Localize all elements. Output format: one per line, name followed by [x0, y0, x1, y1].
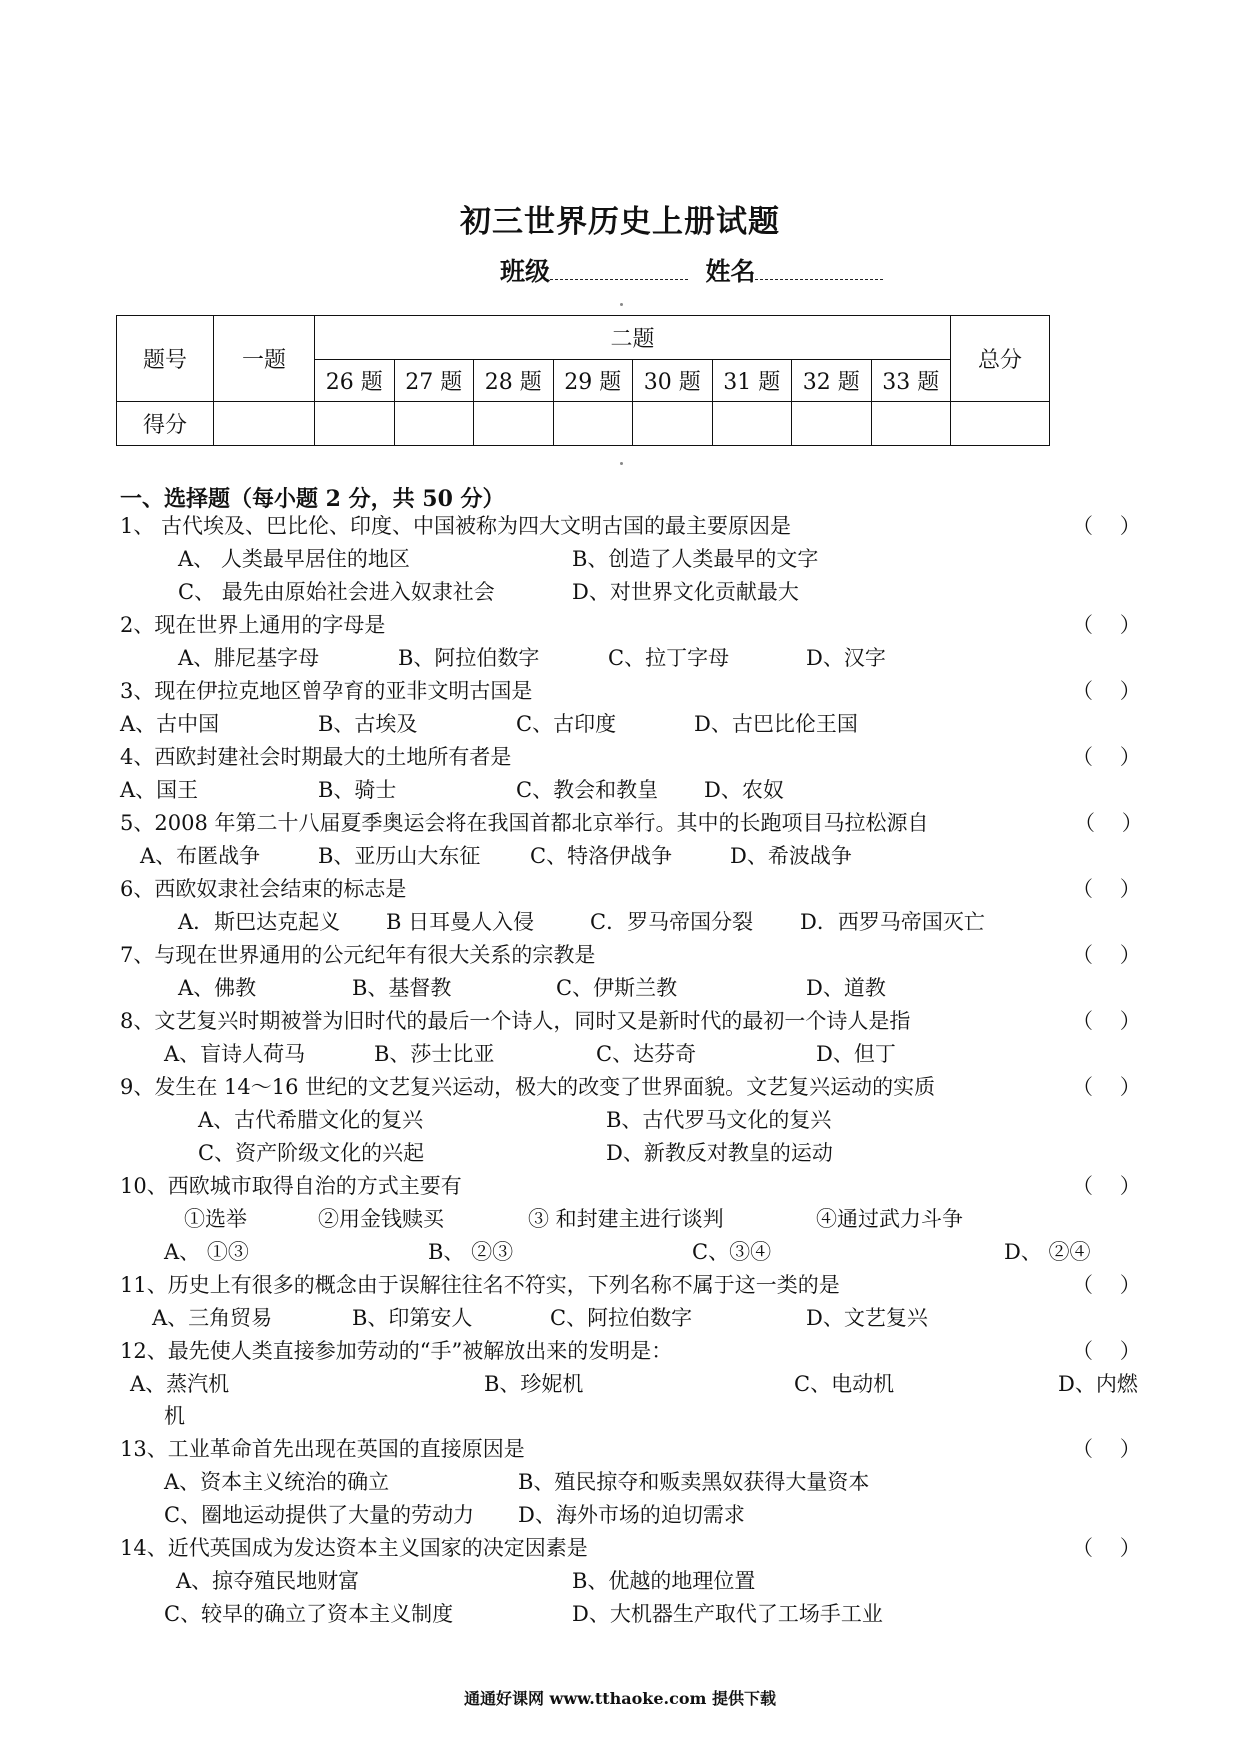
option: A、古代希腊文化的复兴 — [198, 1108, 424, 1132]
score-cell[interactable] — [214, 402, 315, 446]
option: C、圈地运动提供了大量的劳动力 — [164, 1503, 475, 1527]
speck — [620, 462, 623, 465]
question-stem: 12、最先使人类直接参加劳动的“手”被解放出来的发明是： — [120, 1339, 673, 1363]
question-stem: 11、历史上有很多的概念由于误解往往名不符实，下列名称不属于这一类的是 — [120, 1273, 840, 1297]
option: B、优越的地理位置 — [572, 1569, 756, 1593]
answer-paren[interactable]: （ ） — [1072, 877, 1141, 901]
option: A、古中国 — [120, 712, 220, 736]
class-blank[interactable] — [550, 257, 688, 280]
answer-paren[interactable]: （ ） — [1072, 1536, 1141, 1560]
option: A、佛教 — [178, 976, 257, 1000]
option: B、印第安人 — [352, 1306, 473, 1330]
option: D、古巴比伦王国 — [694, 712, 858, 736]
option: D、但丁 — [816, 1042, 896, 1066]
score-cell[interactable] — [553, 402, 633, 446]
score-cell[interactable] — [474, 402, 554, 446]
option: D、内燃 — [1058, 1372, 1138, 1396]
question-stem: 2、现在世界上通用的字母是 — [120, 613, 386, 637]
score-cell[interactable] — [951, 402, 1050, 446]
option: D、汉字 — [806, 646, 886, 670]
option: C、③④ — [692, 1240, 772, 1264]
option: D、海外市场的迫切需求 — [518, 1503, 745, 1527]
score-cell[interactable] — [315, 402, 395, 446]
page-footer: 通通好课网 www.tthaoke.com 提供下载 — [463, 1689, 777, 1708]
answer-paren[interactable]: （ ） — [1072, 1075, 1141, 1099]
option: C、特洛伊战争 — [530, 844, 673, 868]
question-stem: 5、2008 年第二十八届夏季奥运会将在我国首都北京举行。其中的长跑项目马拉松源自 — [120, 811, 929, 835]
option: C、拉丁字母 — [608, 646, 730, 670]
option: A、 人类最早居住的地区 — [178, 547, 410, 571]
option: D、农奴 — [704, 778, 784, 802]
answer-paren[interactable]: （ ） — [1072, 1437, 1141, 1461]
question-stem: 6、西欧奴隶社会结束的标志是 — [120, 877, 407, 901]
question-stem: 3、现在伊拉克地区曾孕育的亚非文明古国是 — [120, 679, 533, 703]
page-title: 初三世界历史上册试题 — [460, 204, 780, 240]
option: A．斯巴达克起义 — [178, 910, 341, 934]
sub-col-26: 26 题 — [315, 359, 395, 402]
option: C、伊斯兰教 — [556, 976, 678, 1000]
option: D、 ②④ — [1004, 1240, 1091, 1264]
option: A、蒸汽机 — [130, 1372, 230, 1396]
option: A、盲诗人荷马 — [164, 1042, 306, 1066]
option-wrap: 机 — [164, 1404, 185, 1428]
option: D、大机器生产取代了工场手工业 — [572, 1602, 883, 1626]
list-item: ④通过武力斗争 — [816, 1207, 963, 1231]
list-item: ①选举 — [184, 1207, 247, 1231]
option: B、骑士 — [318, 778, 397, 802]
score-cell[interactable] — [792, 402, 872, 446]
option: A、腓尼基字母 — [178, 646, 320, 670]
question-stem: 8、文艺复兴时期被誉为旧时代的最后一个诗人，同时又是新时代的最初一个诗人是指 — [120, 1009, 911, 1033]
option: B、创造了人类最早的文字 — [572, 547, 819, 571]
option: B、殖民掠夺和贩卖黑奴获得大量资本 — [518, 1470, 870, 1494]
header-part-one: 一题 — [214, 316, 315, 402]
option: A、 ①③ — [164, 1240, 249, 1264]
option: C、教会和教皇 — [516, 778, 659, 802]
option: D．西罗马帝国灭亡 — [800, 910, 985, 934]
option: C、较早的确立了资本主义制度 — [164, 1602, 454, 1626]
score-cell[interactable] — [712, 402, 792, 446]
answer-paren[interactable]: （ ） — [1072, 1009, 1141, 1033]
header-total: 总分 — [951, 316, 1050, 402]
question-stem: 4、西欧封建社会时期最大的土地所有者是 — [120, 745, 512, 769]
option: C、达芬奇 — [596, 1042, 697, 1066]
answer-paren[interactable]: （ ） — [1072, 1174, 1141, 1198]
score-cell[interactable] — [871, 402, 951, 446]
speck — [620, 303, 623, 306]
option: C、电动机 — [794, 1372, 895, 1396]
name-label: 姓名 — [705, 257, 756, 286]
answer-paren[interactable]: （ ） — [1072, 1273, 1141, 1297]
option: B、基督教 — [352, 976, 452, 1000]
option: D、文艺复兴 — [806, 1306, 928, 1330]
option: B、 ②③ — [428, 1240, 514, 1264]
option: D、新教反对教皇的运动 — [606, 1141, 833, 1165]
option: D、希波战争 — [730, 844, 852, 868]
answer-paren[interactable]: （ ） — [1072, 613, 1141, 637]
class-name-line — [500, 252, 883, 288]
option: A、三角贸易 — [152, 1306, 273, 1330]
option: B、古代罗马文化的复兴 — [606, 1108, 832, 1132]
option: B、亚历山大东征 — [318, 844, 481, 868]
name-blank[interactable] — [755, 257, 883, 280]
question-stem: 1、 古代埃及、巴比伦、印度、中国被称为四大文明古国的最主要原因是 — [120, 514, 792, 538]
option: B、莎士比亚 — [374, 1042, 495, 1066]
sub-col-27: 27 题 — [394, 359, 474, 402]
option: A、掠夺殖民地财富 — [176, 1569, 360, 1593]
option: B、古埃及 — [318, 712, 418, 736]
header-number: 题号 — [117, 316, 214, 402]
option: A、国王 — [120, 778, 199, 802]
sub-col-33: 33 题 — [871, 359, 951, 402]
header-part-two: 二题 — [315, 316, 951, 360]
answer-paren[interactable]: （ ） — [1072, 514, 1141, 538]
section-title: 一、选择题（每小题 2 分，共 50 分） — [120, 486, 505, 512]
option: D、对世界文化贡献最大 — [572, 580, 799, 604]
score-table — [116, 315, 1050, 446]
option: C、 最先由原始社会进入奴隶社会 — [178, 580, 495, 604]
option: C．罗马帝国分裂 — [590, 910, 754, 934]
option: B、珍妮机 — [484, 1372, 584, 1396]
option: A、布匿战争 — [140, 844, 261, 868]
option: B 日耳曼人入侵 — [386, 910, 535, 934]
option: C、资产阶级文化的兴起 — [198, 1141, 425, 1165]
sub-col-29: 29 题 — [553, 359, 633, 402]
sub-col-32: 32 题 — [792, 359, 872, 402]
answer-paren[interactable]: （ ） — [1072, 745, 1141, 769]
answer-paren[interactable]: （ ） — [1072, 1339, 1141, 1363]
question-stem: 7、与现在世界通用的公元纪年有很大关系的宗教是 — [120, 943, 596, 967]
score-cell[interactable] — [633, 402, 713, 446]
question-stem: 9、发生在 14～16 世纪的文艺复兴运动，极大的改变了世界面貌。文艺复兴运动的实质 — [120, 1075, 936, 1099]
list-item: ②用金钱赎买 — [318, 1207, 444, 1231]
answer-paren[interactable]: （ ） — [1072, 679, 1141, 703]
sub-col-31: 31 题 — [712, 359, 792, 402]
option: C、阿拉伯数字 — [550, 1306, 693, 1330]
option: C、古印度 — [516, 712, 617, 736]
answer-paren[interactable]: （ ） — [1074, 811, 1143, 835]
question-stem: 14、近代英国成为发达资本主义国家的决定因素是 — [120, 1536, 588, 1560]
sub-col-30: 30 题 — [633, 359, 713, 402]
class-label: 班级 — [500, 257, 551, 286]
answer-paren[interactable]: （ ） — [1072, 943, 1141, 967]
question-stem: 10、西欧城市取得自治的方式主要有 — [120, 1174, 462, 1198]
score-cell[interactable] — [394, 402, 474, 446]
row-score-label: 得分 — [117, 402, 214, 446]
option: A、资本主义统治的确立 — [164, 1470, 390, 1494]
sub-col-28: 28 题 — [474, 359, 554, 402]
option: D、道教 — [806, 976, 886, 1000]
list-item: ③ 和封建主进行谈判 — [528, 1207, 724, 1231]
question-stem: 13、工业革命首先出现在英国的直接原因是 — [120, 1437, 525, 1461]
option: B、阿拉伯数字 — [398, 646, 540, 670]
